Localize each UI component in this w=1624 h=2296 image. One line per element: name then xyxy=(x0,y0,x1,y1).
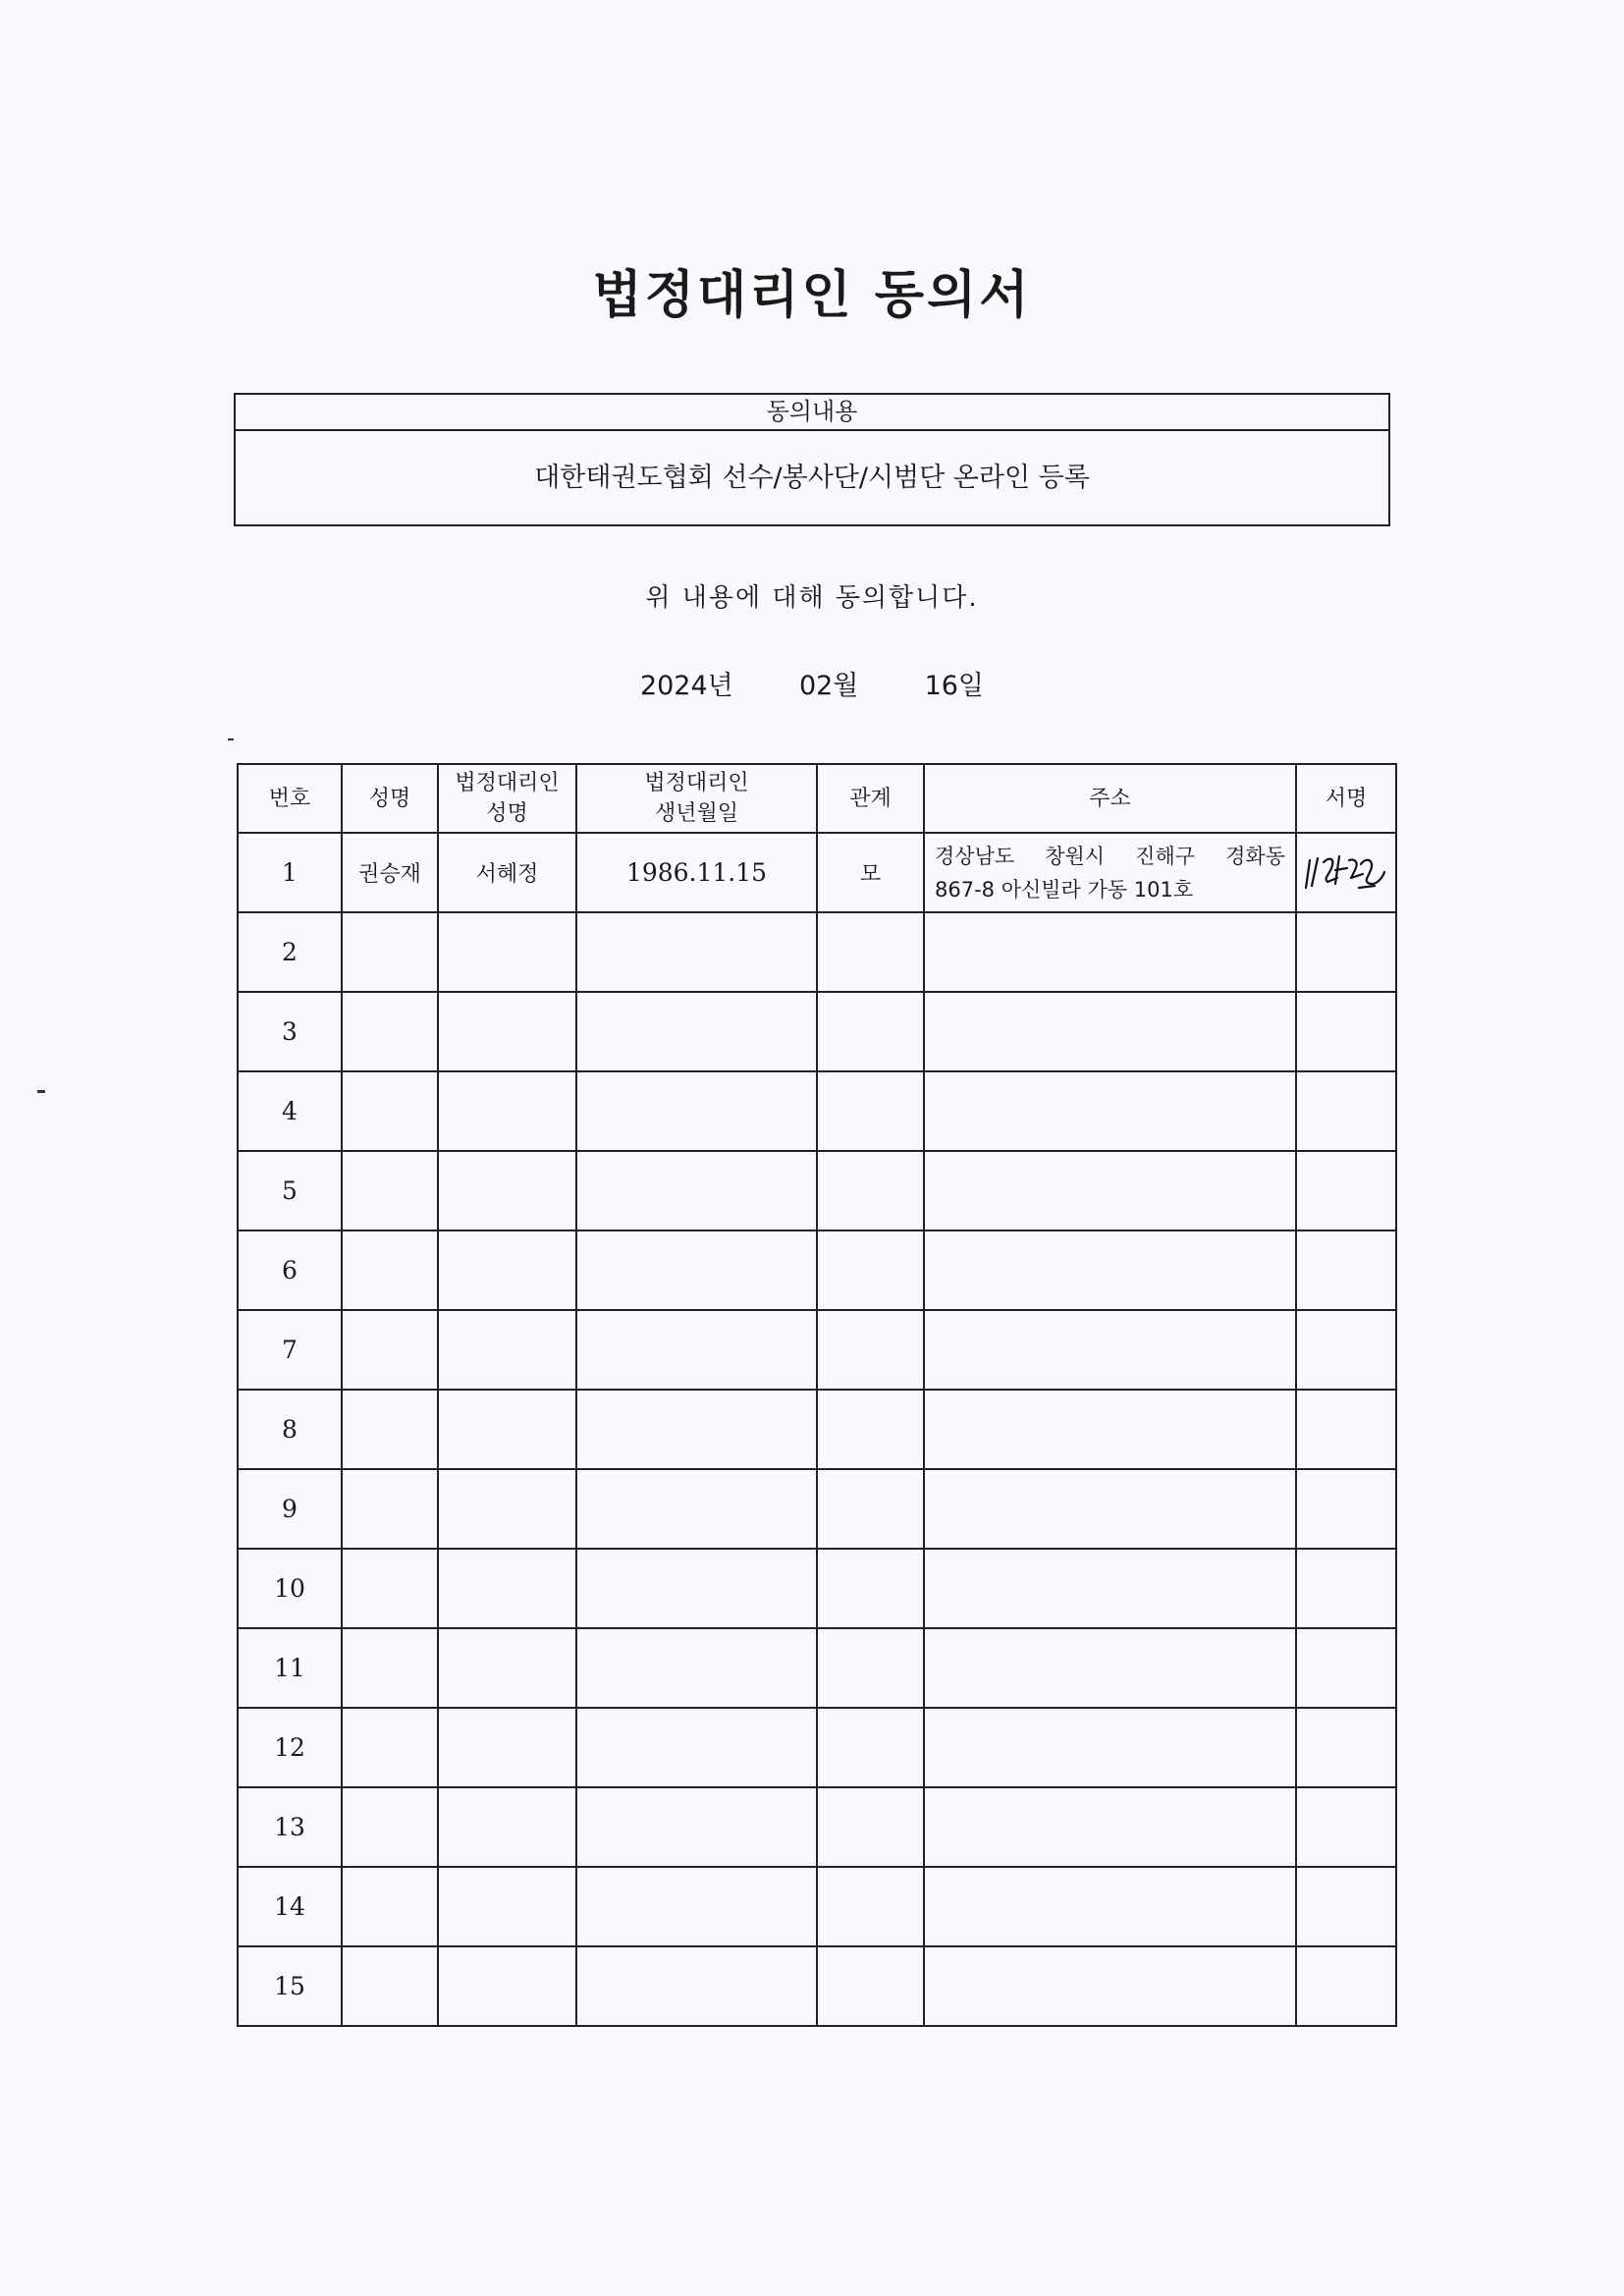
header-guardian-birth: 법정대리인 생년월일 xyxy=(576,764,817,833)
agreement-statement: 위 내용에 대해 동의합니다. xyxy=(645,583,979,613)
table-header-row xyxy=(238,764,1396,833)
cell-no: 14 xyxy=(238,1867,342,1946)
table-row xyxy=(238,1230,1396,1310)
cell-guardian-name: 서혜정 xyxy=(438,833,576,912)
cell-no: 12 xyxy=(238,1708,342,1787)
cell-no: 9 xyxy=(238,1469,342,1549)
cell-no: 1 xyxy=(238,833,342,912)
cell-no: 2 xyxy=(238,912,342,992)
scan-mark xyxy=(37,1090,45,1093)
table-row xyxy=(238,1549,1396,1628)
handwritten-signature xyxy=(1302,848,1390,898)
cell-name: 권승재 xyxy=(342,833,438,912)
header-name: 성명 xyxy=(342,764,438,833)
date-month: 02월 xyxy=(798,671,859,701)
header-no: 번호 xyxy=(238,764,342,833)
table-row xyxy=(238,1071,1396,1151)
cell-no: 8 xyxy=(238,1390,342,1469)
cell-address: 경상남도 창원시 진해구 경화동 867-8 아신빌라 가동 101호 xyxy=(924,833,1296,912)
cell-no: 10 xyxy=(238,1549,342,1628)
cell-no: 6 xyxy=(238,1230,342,1310)
date-day: 16일 xyxy=(924,671,985,701)
cell-relation: 모 xyxy=(817,833,924,912)
cell-no: 4 xyxy=(238,1071,342,1151)
cell-no: 7 xyxy=(238,1310,342,1390)
table-row xyxy=(238,1867,1396,1946)
table-row xyxy=(238,1708,1396,1787)
table-row xyxy=(238,1469,1396,1549)
consent-box xyxy=(234,393,1390,526)
cell-no: 11 xyxy=(238,1628,342,1708)
header-address: 주소 xyxy=(924,764,1296,833)
cell-no: 15 xyxy=(238,1946,342,2026)
header-relation: 관계 xyxy=(817,764,924,833)
table-row xyxy=(238,1946,1396,2026)
date-year: 2024년 xyxy=(639,671,733,701)
table-row xyxy=(238,1310,1396,1390)
consent-header: 동의내용 xyxy=(236,395,1388,431)
table-row xyxy=(238,1151,1396,1230)
document-title: 법정대리인 동의서 xyxy=(592,265,1032,325)
cell-no: 5 xyxy=(238,1151,342,1230)
scan-mark xyxy=(228,738,234,740)
table-row xyxy=(238,1390,1396,1469)
table-row xyxy=(238,912,1396,992)
table-row xyxy=(238,992,1396,1071)
consent-content: 대한태권도협회 선수/봉사단/시범단 온라인 등록 xyxy=(534,463,1090,493)
table-row xyxy=(238,833,1396,912)
cell-signature xyxy=(1296,833,1396,912)
date-line xyxy=(0,664,1624,702)
header-guardian-name: 법정대리인 성명 xyxy=(438,764,576,833)
header-signature: 서명 xyxy=(1296,764,1396,833)
cell-no: 13 xyxy=(238,1787,342,1867)
cell-no: 3 xyxy=(238,992,342,1071)
registration-table xyxy=(237,763,1397,2027)
table-row xyxy=(238,1787,1396,1867)
cell-guardian-birth: 1986.11.15 xyxy=(576,833,817,912)
table-row xyxy=(238,1628,1396,1708)
